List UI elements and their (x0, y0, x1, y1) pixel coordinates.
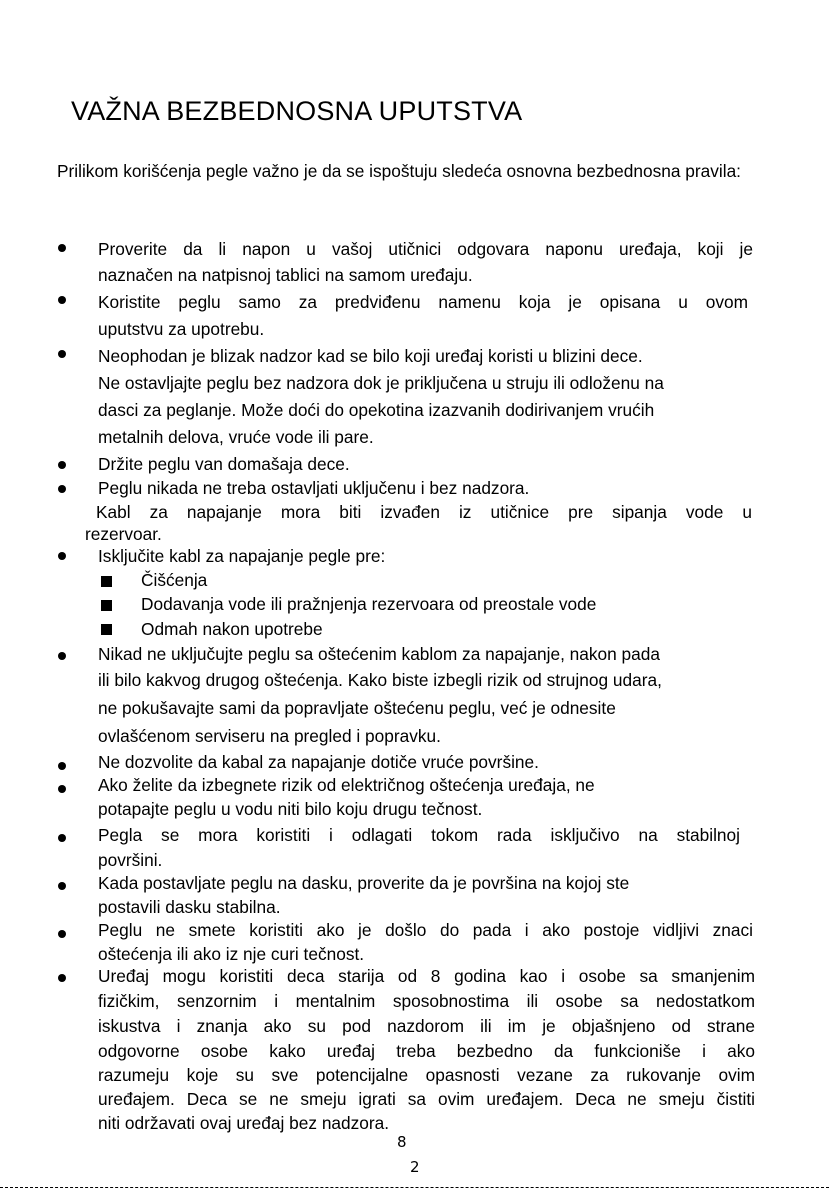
bullet-dot (58, 834, 66, 842)
bullet-line: Ako želite da izbegnete rizik od električnog oštećenja uređaja, ne (98, 775, 595, 795)
bullet-line: odgovorne osobe kako uređaj treba bezbedno da funkcioniše i ako (98, 1041, 755, 1061)
bullet-line: iskustva i znanja ako su pod nazdorom ili im je objašnjeno od strane (98, 1016, 755, 1036)
bullet-line: potapajte peglu u vodu niti bilo koju drugu tečnost. (98, 799, 483, 819)
bullet-dot (58, 785, 66, 793)
bullet-line: površini. (98, 850, 163, 870)
bullet-dot (58, 882, 66, 890)
bullet-line: rezervoar. (85, 524, 162, 544)
bullet-dot (58, 296, 66, 304)
sub-bullet-square (101, 624, 112, 635)
page-number-inner: 8 (397, 1133, 407, 1151)
page-title: VAŽNA BEZBEDNOSNA UPUTSTVA (71, 96, 523, 126)
bullet-line: Isključite kabl za napajanje pegle pre: (98, 546, 386, 566)
bullet-dot (58, 244, 66, 252)
sub-bullet-square (101, 576, 112, 587)
bullet-dot (58, 461, 66, 469)
bullet-line: Ne dozvolite da kabal za napajanje dotiče vruće površine. (98, 752, 539, 772)
bullet-line: ovlašćenom serviseru na pregled i popravku. (98, 726, 441, 746)
bullet-dot (58, 485, 66, 493)
bullet-line: uređajem. Deca se ne smeju igrati sa ovim uređajem. Deca ne smeju čistiti (98, 1089, 755, 1109)
bullet-line: metalnih delova, vruće vode ili pare. (98, 427, 374, 447)
bullet-line: Ne ostavljajte peglu bez nadzora dok je priključena u struju ili odloženu na (98, 373, 664, 393)
sub-bullet-line: Odmah nakon upotrebe (141, 619, 323, 639)
page-number-outer: 2 (410, 1158, 420, 1176)
bullet-line: Koristite peglu samo za predviđenu namenu koja je opisana u ovom (98, 292, 748, 312)
bullet-dot (58, 552, 66, 560)
bullet-line: postavili dasku stabilna. (98, 897, 281, 917)
bullet-line: naznačen na natpisnoj tablici na samom uređaju. (98, 265, 473, 285)
bullet-line: ne pokušavajte sami da popravljate oštećenu peglu, već je odnesite (98, 698, 616, 718)
bullet-line: Peglu nikada ne treba ostavljati uključenu i bez nadzora. (98, 478, 530, 498)
bullet-line: Nikad ne uključujte peglu sa oštećenim kablom za napajanje, nakon pada (98, 644, 661, 664)
bullet-line: Pegla se mora koristiti i odlagati tokom rada isključivo na stabilnoj (98, 825, 740, 845)
bullet-line: Uređaj mogu koristiti deca starija od 8 godina kao i osobe sa smanjenim (98, 966, 755, 986)
intro-paragraph: Prilikom korišćenja pegle važno je da se ispoštuju sledeća osnovna bezbednosna pravila: (57, 161, 741, 181)
bullet-line: Peglu ne smete koristiti ako je došlo do pada i ako postoje vidljivi znaci (98, 920, 753, 940)
bullet-dot (58, 350, 66, 358)
bullet-line: uputstvu za upotrebu. (98, 319, 265, 339)
bullet-line: niti održavati ovaj uređaj bez nadzora. (98, 1113, 390, 1133)
bullet-line: Proverite da li napon u vašoj utičnici odgovara naponu uređaja, koji je (98, 239, 753, 259)
bullet-line: oštećenja ili ako iz nje curi tečnost. (98, 944, 365, 964)
bullet-line: Neophodan je blizak nadzor kad se bilo koji uređaj koristi u blizini dece. (98, 346, 643, 366)
bullet-dot (58, 762, 66, 770)
sub-bullet-square (101, 600, 112, 611)
bullet-dot (58, 652, 66, 660)
bullet-line: Kabl za napajanje mora biti izvađen iz utičnice pre sipanja vode u (96, 502, 752, 522)
bullet-dot (58, 974, 66, 982)
bullet-line: Držite peglu van domašaja dece. (98, 454, 350, 474)
bullet-line: Kada postavljate peglu na dasku, proverite da je površina na kojoj ste (98, 873, 630, 893)
sub-bullet-line: Dodavanja vode ili pražnjenja rezervoara od preostale vode (141, 594, 597, 614)
sub-bullet-line: Čišćenja (141, 570, 208, 590)
bullet-line: ili bilo kakvog drugog oštećenja. Kako biste izbegli rizik od strujnog udara, (98, 670, 662, 690)
bullet-line: dasci za peglanje. Može doći do opekotina izazvanih dodirivanjem vrućih (98, 400, 655, 420)
page-bottom-rule (0, 1187, 829, 1188)
bullet-line: razumeju koje su sve potencijalne opasnosti vezane za rukovanje ovim (98, 1065, 755, 1085)
bullet-line: fizičkim, senzornim i mentalnim sposobnostima ili osobe sa nedostatkom (98, 991, 755, 1011)
bullet-dot (58, 930, 66, 938)
